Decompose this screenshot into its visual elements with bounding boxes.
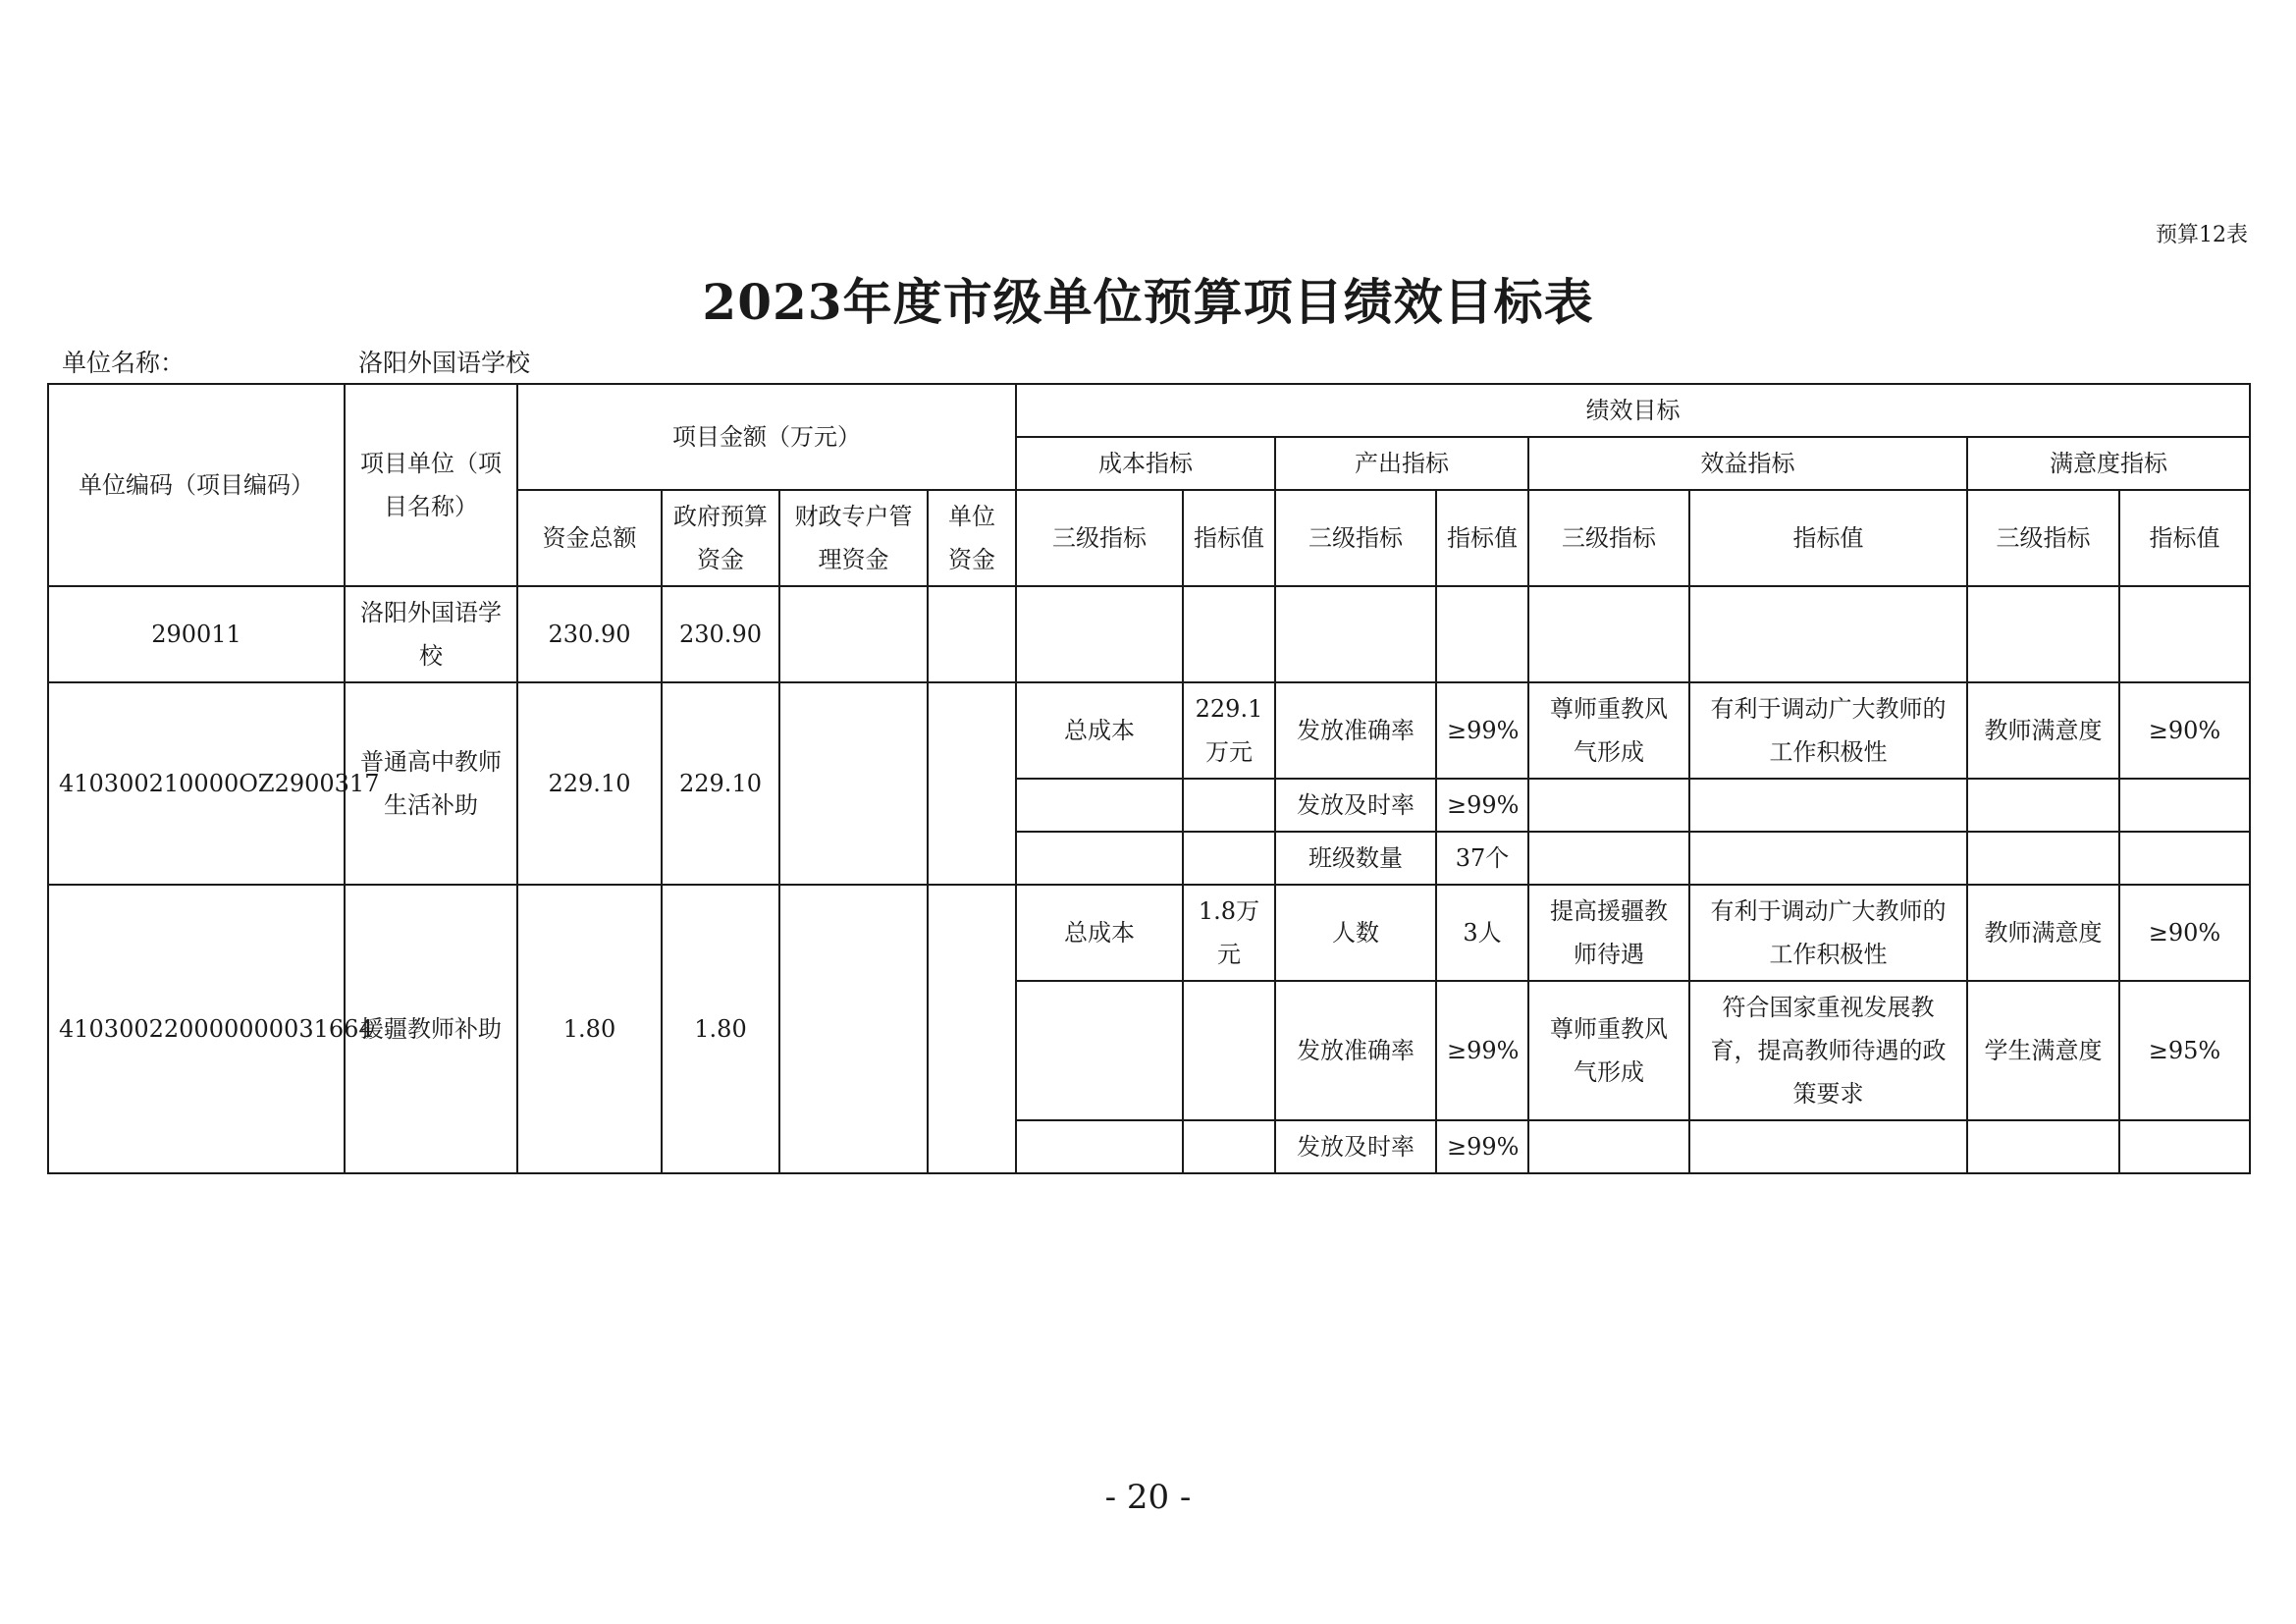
header-amount-group: 项目金额（万元） bbox=[517, 384, 1016, 490]
project1-benefit-value: 有利于调动广大教师的工作积极性 bbox=[1689, 682, 1967, 779]
unit-name-value: 洛阳外国语学校 bbox=[358, 349, 531, 377]
header-total-funds: 资金总额 bbox=[517, 490, 662, 586]
empty-cell bbox=[1183, 1120, 1275, 1173]
empty-cell bbox=[1967, 779, 2119, 832]
unit-name-cell: 洛阳外国语学校 bbox=[345, 586, 517, 682]
project1-output3-value: 37个 bbox=[1436, 832, 1528, 885]
header-fiscal-special: 财政专户管理资金 bbox=[779, 490, 928, 586]
unit-fiscal-cell bbox=[779, 586, 928, 682]
header-cost-level3: 三级指标 bbox=[1016, 490, 1183, 586]
project2-satisfaction2-value: ≥95% bbox=[2119, 981, 2250, 1120]
project1-output2-indicator: 发放及时率 bbox=[1275, 779, 1436, 832]
project2-gov-cell: 1.80 bbox=[662, 885, 779, 1173]
empty-cell bbox=[1689, 779, 1967, 832]
project1-gov-cell: 229.10 bbox=[662, 682, 779, 885]
empty-cell bbox=[1689, 1120, 1967, 1173]
project2-benefit2-value: 符合国家重视发展教育，提高教师待遇的政策要求 bbox=[1689, 981, 1967, 1120]
unit-gov-cell: 230.90 bbox=[662, 586, 779, 682]
header-output-group: 产出指标 bbox=[1275, 437, 1528, 490]
project1-total-cell: 229.10 bbox=[517, 682, 662, 885]
empty-cell bbox=[2119, 779, 2250, 832]
project2-output2-indicator: 发放准确率 bbox=[1275, 981, 1436, 1120]
empty-cell bbox=[1967, 832, 2119, 885]
empty-cell bbox=[1016, 981, 1183, 1120]
empty-cell bbox=[1689, 832, 1967, 885]
project1-output1-value: ≥99% bbox=[1436, 682, 1528, 779]
empty-cell bbox=[1016, 1120, 1183, 1173]
page-title: 2023年度市级单位预算项目绩效目标表 bbox=[702, 273, 1594, 331]
empty-cell bbox=[1183, 586, 1275, 682]
project2-output3-value: ≥99% bbox=[1436, 1120, 1528, 1173]
header-benefit-value: 指标值 bbox=[1689, 490, 1967, 586]
project2-fiscal-cell bbox=[779, 885, 928, 1173]
header-cost-group: 成本指标 bbox=[1016, 437, 1275, 490]
header-output-value: 指标值 bbox=[1436, 490, 1528, 586]
project2-cost-value: 1.8万元 bbox=[1183, 885, 1275, 981]
empty-cell bbox=[1967, 586, 2119, 682]
unit-code-cell: 290011 bbox=[48, 586, 345, 682]
empty-cell bbox=[2119, 832, 2250, 885]
empty-cell bbox=[1436, 586, 1528, 682]
project2-total-cell: 1.80 bbox=[517, 885, 662, 1173]
header-cost-value: 指标值 bbox=[1183, 490, 1275, 586]
header-performance-group: 绩效目标 bbox=[1016, 384, 2250, 437]
project2-name-cell: 援疆教师补助 bbox=[345, 885, 517, 1173]
header-benefit-group: 效益指标 bbox=[1528, 437, 1967, 490]
header-satisfaction-level3: 三级指标 bbox=[1967, 490, 2119, 586]
empty-cell bbox=[1016, 586, 1183, 682]
header-satisfaction-group: 满意度指标 bbox=[1967, 437, 2250, 490]
project2-benefit1-indicator: 提高援疆教师待遇 bbox=[1528, 885, 1689, 981]
project2-satisfaction1-value: ≥90% bbox=[2119, 885, 2250, 981]
form-number: 预算12表 bbox=[2156, 223, 2248, 247]
empty-cell bbox=[1528, 586, 1689, 682]
project1-fiscal-cell bbox=[779, 682, 928, 885]
project1-satisfaction-value: ≥90% bbox=[2119, 682, 2250, 779]
header-satisfaction-value: 指标值 bbox=[2119, 490, 2250, 586]
unit-name-label: 单位名称： bbox=[62, 349, 186, 377]
project1-output2-value: ≥99% bbox=[1436, 779, 1528, 832]
project1-benefit-indicator: 尊师重教风气形成 bbox=[1528, 682, 1689, 779]
table-row-project1-a bbox=[48, 682, 2250, 779]
header-project-unit: 项目单位（项目名称） bbox=[345, 384, 517, 586]
empty-cell bbox=[1183, 981, 1275, 1120]
project2-benefit2-indicator: 尊师重教风气形成 bbox=[1528, 981, 1689, 1120]
project1-output1-indicator: 发放准确率 bbox=[1275, 682, 1436, 779]
page-number: - 20 - bbox=[1104, 1478, 1192, 1517]
project1-cost-value: 229.1万元 bbox=[1183, 682, 1275, 779]
empty-cell bbox=[1967, 1120, 2119, 1173]
project2-own-cell bbox=[928, 885, 1016, 1173]
project2-code-cell: 410300220000000031664 bbox=[48, 885, 345, 1173]
header-benefit-level3: 三级指标 bbox=[1528, 490, 1689, 586]
project1-own-cell bbox=[928, 682, 1016, 885]
empty-cell bbox=[2119, 1120, 2250, 1173]
header-unit-funds: 单位资金 bbox=[928, 490, 1016, 586]
project2-output3-indicator: 发放及时率 bbox=[1275, 1120, 1436, 1173]
empty-cell bbox=[1528, 832, 1689, 885]
table-row-project2-a bbox=[48, 885, 2250, 981]
empty-cell bbox=[1689, 586, 1967, 682]
project2-benefit1-value: 有利于调动广大教师的工作积极性 bbox=[1689, 885, 1967, 981]
empty-cell bbox=[1016, 832, 1183, 885]
project2-output2-value: ≥99% bbox=[1436, 981, 1528, 1120]
empty-cell bbox=[2119, 586, 2250, 682]
project2-satisfaction1-indicator: 教师满意度 bbox=[1967, 885, 2119, 981]
unit-total-cell: 230.90 bbox=[517, 586, 662, 682]
header-gov-budget: 政府预算资金 bbox=[662, 490, 779, 586]
unit-own-cell bbox=[928, 586, 1016, 682]
project2-cost-indicator: 总成本 bbox=[1016, 885, 1183, 981]
project1-satisfaction-indicator: 教师满意度 bbox=[1967, 682, 2119, 779]
project1-name-cell: 普通高中教师生活补助 bbox=[345, 682, 517, 885]
header-row-1 bbox=[48, 384, 2250, 437]
project1-code-cell: 410300210000OZ2900317 bbox=[48, 682, 345, 885]
empty-cell bbox=[1183, 832, 1275, 885]
project2-satisfaction2-indicator: 学生满意度 bbox=[1967, 981, 2119, 1120]
empty-cell bbox=[1275, 586, 1436, 682]
header-unit-code: 单位编码（项目编码） bbox=[48, 384, 345, 586]
empty-cell bbox=[1528, 1120, 1689, 1173]
project1-cost-indicator: 总成本 bbox=[1016, 682, 1183, 779]
empty-cell bbox=[1016, 779, 1183, 832]
project2-output1-indicator: 人数 bbox=[1275, 885, 1436, 981]
project2-output1-value: 3人 bbox=[1436, 885, 1528, 981]
header-output-level3: 三级指标 bbox=[1275, 490, 1436, 586]
empty-cell bbox=[1183, 779, 1275, 832]
performance-target-table bbox=[47, 383, 2251, 1174]
table-row-unit bbox=[48, 586, 2250, 682]
project1-output3-indicator: 班级数量 bbox=[1275, 832, 1436, 885]
empty-cell bbox=[1528, 779, 1689, 832]
